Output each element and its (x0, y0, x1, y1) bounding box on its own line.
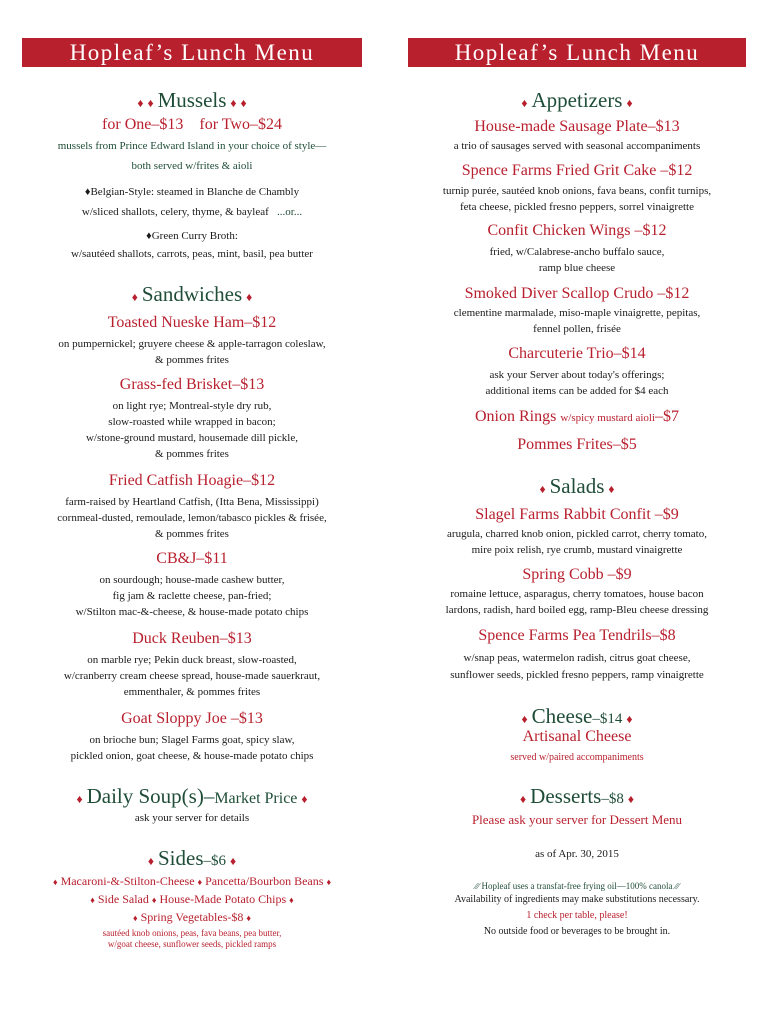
menu-item-name: House-made Sausage Plate–$13 (474, 118, 680, 135)
right-column (408, 0, 746, 1024)
menu-item-name: CB&J–$11 (156, 550, 228, 567)
menu-item-name: Grass-fed Brisket–$13 (119, 376, 265, 393)
footer-oil-note: ∕∕∕ Hopleaf uses a transfat-free frying oil—100% canola ∕∕∕ (474, 881, 680, 891)
menu-item-desc: feta cheese, pickled fresno peppers, sorrel vinaigrette (460, 201, 694, 213)
artisanal-cheese: Artisanal Cheese (522, 728, 632, 745)
belgian-style: ♦Belgian-Style: steamed in Blanche de Chambly (84, 186, 300, 198)
footer-availability: Availability of ingredients may make substitutions necessary. (454, 894, 700, 905)
menu-item-desc: on marble rye; Pekin duck breast, slow-roasted, (87, 654, 297, 666)
desserts-price: –$8 (601, 791, 624, 807)
menu-item-name: Goat Sloppy Joe –$13 (121, 710, 263, 727)
mussels-heading: ♦ ♦ Mussels ♦ ♦ (137, 88, 247, 112)
menu-item-desc: fig jam & raclette cheese, pan-fried; (112, 590, 272, 602)
menu-item-desc: w/snap peas, watermelon radish, citrus goat cheese, (463, 652, 691, 664)
sides-line-2: ♦ Side Salad ♦ House-Made Potato Chips ♦ (90, 892, 294, 906)
menu-item-name: Spence Farms Fried Grit Cake –$12 (461, 162, 693, 179)
menu-item-desc: clementine marmalade, miso-maple vinaigrette, pepitas, (453, 307, 701, 319)
menu-item-desc: w/cranberry cream cheese spread, house-made sauerkraut, (63, 670, 321, 682)
desserts-heading: ♦ Desserts–$8 ♦ (520, 784, 634, 808)
footer-outside-food: No outside food or beverages to be brought in. (483, 926, 671, 937)
left-column (22, 0, 362, 1024)
green-curry: ♦Green Curry Broth: (146, 230, 238, 242)
menu-item-desc: lardons, radish, hard boiled egg, ramp-Bleu cheese dressing (445, 604, 709, 616)
menu-item-desc: & pommes frites (155, 528, 229, 540)
menu-item-desc: emmenthaler, & pommes frites (123, 686, 261, 698)
menu-item-desc: a trio of sausages served with seasonal accompaniments (453, 140, 701, 152)
menu-item-desc: ask your Server about today's offerings; (489, 369, 665, 381)
menu-item-desc: & pommes frites (155, 448, 229, 460)
menu-item-desc: cornmeal-dusted, remoulade, lemon/tabasco pickles & frisée, (57, 512, 327, 524)
section-title-sides: Sides (157, 846, 204, 870)
section-title-desserts: Desserts (530, 784, 602, 808)
appetizers-heading: ♦ Appetizers ♦ (521, 88, 633, 112)
menu-item-name: Spence Farms Pea Tendrils–$8 (478, 627, 676, 644)
mussels-desc: mussels from Prince Edward Island in your choice of style— (57, 140, 327, 152)
menu-item-desc: slow-roasted while wrapped in bacon; (108, 416, 276, 428)
section-title-salads: Salads (549, 474, 605, 498)
menu-item-name: Toasted Nueske Ham–$12 (107, 314, 277, 331)
section-title-soup: Daily Soup(s)– (86, 784, 215, 808)
menu-title-banner: Hopleaf’s Lunch Menu (408, 38, 746, 67)
salads-heading: ♦ Salads ♦ (539, 474, 615, 498)
pommes-frites: Pommes Frites–$5 (517, 436, 637, 453)
menu-item-name: Smoked Diver Scallop Crudo –$12 (464, 285, 690, 302)
menu-item-desc: turnip purée, sautéed knob onions, fava beans, confit turnips, (442, 185, 712, 197)
sides-line-1: ♦ Macaroni-&-Stilton-Cheese ♦ Pancetta/Bourbon Beans ♦ (52, 874, 332, 888)
menu-item-desc: pickled onion, goat cheese, & house-made potato chips (70, 750, 314, 762)
section-title-cheese: Cheese (531, 704, 593, 728)
menu-date: as of Apr. 30, 2015 (535, 848, 619, 860)
menu-item-desc: on sourdough; house-made cashew butter, (99, 574, 285, 586)
section-title-mussels: Mussels (157, 88, 227, 112)
cheese-heading: ♦ Cheese–$14 ♦ (521, 704, 633, 728)
menu-item-desc: ramp blue cheese (538, 262, 616, 274)
menu-item-desc: sunflower seeds, pickled fresno peppers, ramp vinaigrette (450, 669, 704, 681)
menu-item-desc: w/stone-ground mustard, housemade dill pickle, (85, 432, 298, 444)
green-curry-desc: w/sautéed shallots, carrots, peas, mint, basil, pea butter (71, 248, 313, 260)
mussels-desc-2: both served w/frites & aioli (131, 160, 253, 172)
soup-price: Market Price (214, 790, 298, 807)
menu-item-desc: arugula, charred knob onion, pickled carrot, cherry tomato, (447, 528, 707, 540)
menu-item-desc: mire poix relish, rye crumb, mustard vinaigrette (471, 544, 683, 556)
menu-item-name: Fried Catfish Hoagie–$12 (108, 472, 276, 489)
menu-item-desc: fennel pollen, frisée (533, 323, 621, 335)
deco-slashes: ∕∕∕ (474, 881, 480, 891)
menu-item-desc: fried, w/Calabrese-ancho buffalo sauce, (489, 246, 665, 258)
menu-item-name: Charcuterie Trio–$14 (508, 345, 646, 362)
sides-heading: ♦ Sides–$6 ♦ (147, 846, 237, 870)
sides-price: –$6 (203, 853, 226, 869)
menu-item-desc: w/Stilton mac-&-cheese, & house-made potato chips (75, 606, 309, 618)
section-title-appetizers: Appetizers (531, 88, 623, 112)
menu-item-desc: on brioche bun; Slagel Farms goat, spicy slaw, (89, 734, 295, 746)
menu-item-desc: & pommes frites (155, 354, 229, 366)
menu-item-name: Slagel Farms Rabbit Confit –$9 (475, 506, 679, 523)
footer-check: 1 check per table, please! (526, 910, 628, 921)
soup-heading: ♦ Daily Soup(s)–Market Price ♦ (76, 784, 308, 808)
menu-item-name: Confit Chicken Wings –$12 (487, 222, 667, 239)
menu-item-name: Spring Cobb –$9 (522, 566, 632, 583)
sides-line-3: ♦ Spring Vegetables-$8 ♦ (133, 910, 251, 924)
menu-item-desc: on light rye; Montreal-style dry rub, (112, 400, 272, 412)
menu-item-desc: additional items can be added for $4 each (485, 385, 669, 397)
belgian-style-desc: w/sliced shallots, celery, thyme, & bayleaf ...or... (81, 206, 303, 218)
cheese-price: –$14 (592, 711, 623, 727)
soup-desc: ask your server for details (134, 812, 250, 824)
spring-veg-desc-2: w/goat cheese, sunflower seeds, pickled ramps (107, 939, 277, 949)
deco-slashes: ∕∕∕ (674, 881, 680, 891)
cheese-desc: served w/paired accompaniments (510, 752, 644, 763)
spring-veg-desc: sautéed knob onions, peas, fava beans, pea butter, (102, 928, 282, 938)
menu-item-name: Duck Reuben–$13 (132, 630, 252, 647)
onion-rings: Onion Rings w/spicy mustard aioli–$7 (474, 408, 680, 425)
menu-item-desc: romaine lettuce, asparagus, cherry tomatoes, house bacon (450, 588, 704, 600)
menu-title-banner: Hopleaf’s Lunch Menu (22, 38, 362, 67)
menu-item-desc: on pumpernickel; gruyere cheese & apple-tarragon coleslaw, (58, 338, 326, 350)
mussels-prices: for One–$13 for Two–$24 (102, 116, 282, 133)
desserts-desc: Please ask your server for Dessert Menu (471, 812, 683, 827)
section-title-sandwiches: Sandwiches (141, 282, 243, 306)
menu-item-desc: farm-raised by Heartland Catfish, (Itta Bena, Mississippi) (65, 496, 319, 508)
sandwiches-heading: ♦ Sandwiches ♦ (131, 282, 253, 306)
